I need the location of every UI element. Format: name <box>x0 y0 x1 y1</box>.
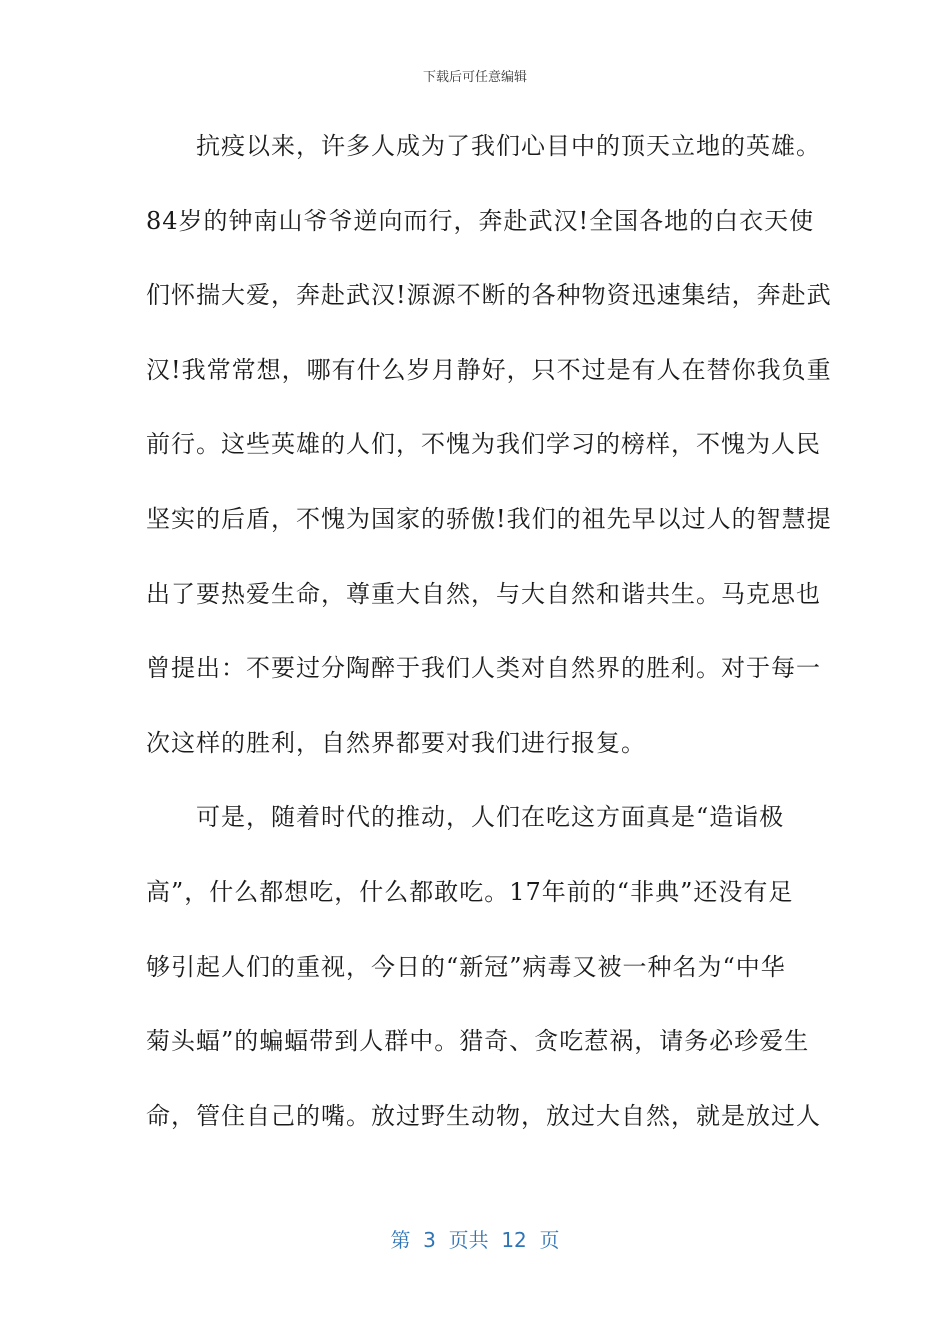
text-line: 次这样的胜利，自然界都要对我们进行报复。 <box>146 728 646 757</box>
text-line: 曾提出：不要过分陶醉于我们人类对自然界的胜利。对于每一 <box>146 654 821 683</box>
body-text <box>146 126 832 1170</box>
text-line: 前行。这些英雄的人们，不愧为我们学习的榜样，不愧为人民 <box>146 430 821 459</box>
text-line: 可是，随着时代的推动，人们在吃这方面真是“造诣极 <box>146 803 785 832</box>
text-line: 抗疫以来，许多人成为了我们心目中的顶天立地的英雄。 <box>146 132 821 160</box>
page-number-footer: 第 3 页共 12 页 <box>390 1228 560 1252</box>
text-line: 命，管住自己的嘴。放过野生动物，放过大自然，就是放过人 <box>146 1101 821 1130</box>
page-header: 下载后可任意编辑 <box>422 70 527 85</box>
text-line: 出了要热爱生命，尊重大自然，与大自然和谐共生。马克思也 <box>146 579 821 608</box>
text-line: 们怀揣大爱，奔赴武汉!源源不断的各种物资迅速集结，奔赴武 <box>146 281 832 310</box>
text-line: 菊头蝠”的蝙蝠带到人群中。猎奇、贪吃惹祸，请务必珍爱生 <box>146 1027 810 1056</box>
text-line: 够引起人们的重视，今日的“新冠”病毒又被一种名为“中华 <box>146 952 786 981</box>
text-line: 坚实的后盾，不愧为国家的骄傲!我们的祖先早以过人的智慧提 <box>146 504 832 533</box>
text-line: 84岁的钟南山爷爷逆向而行，奔赴武汉!全国各地的白衣天使 <box>146 206 815 235</box>
text-line: 高”，什么都想吃，什么都敢吃。17年前的“非典”还没有足 <box>146 877 794 906</box>
text-line: 汉!我常常想，哪有什么岁月静好，只不过是有人在替你我负重 <box>146 355 832 384</box>
